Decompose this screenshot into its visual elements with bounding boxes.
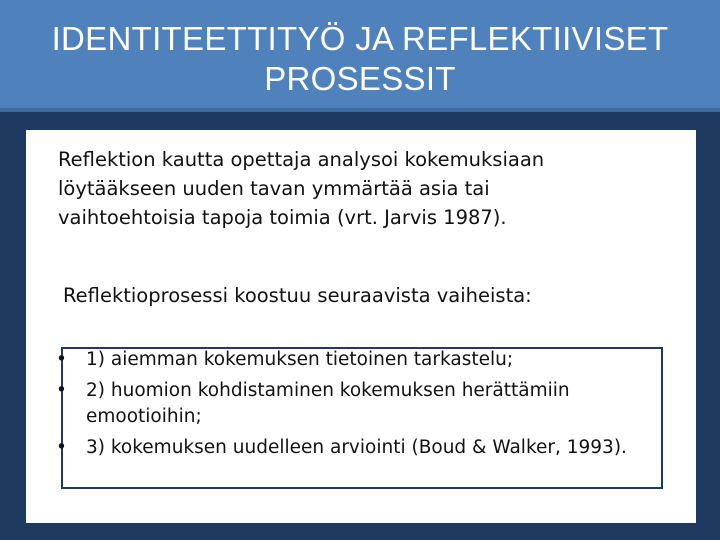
list-item bbox=[56, 347, 676, 373]
bullet-icon: • bbox=[56, 437, 67, 458]
phase-item-text: 3) kokemuksen uudelleen arviointi (Boud & Walker, 1993). bbox=[86, 437, 627, 458]
bullet-icon: • bbox=[56, 349, 67, 370]
slide-title-line-1: IDENTITEETTITYÖ JA REFLEKTIIVISET bbox=[51, 20, 669, 57]
list-item bbox=[56, 378, 676, 430]
slide-title bbox=[0, 19, 720, 99]
slide-title-line-2: PROSESSIT bbox=[264, 60, 456, 97]
title-bar bbox=[0, 0, 720, 112]
intro-paragraph-line-3: vaihtoehtoisia tapoja toimia (vrt. Jarvis 1987). bbox=[58, 206, 507, 229]
phase-item-text: 1) aiemman kokemuksen tietoinen tarkastelu; bbox=[86, 349, 514, 370]
list-item bbox=[56, 435, 676, 461]
intro-paragraph-line-1: Reflektion kautta opettaja analysoi kokemuksiaan bbox=[58, 148, 545, 171]
phase-item-text: 2) huomion kohdistaminen kokemuksen herättämiin emootioihin; bbox=[86, 380, 570, 427]
phase-list bbox=[56, 347, 676, 466]
intro-paragraph bbox=[58, 145, 658, 232]
process-intro-paragraph: Reflektioprosessi koostuu seuraavista vaiheista: bbox=[63, 284, 532, 307]
bullet-icon: • bbox=[56, 380, 67, 401]
intro-paragraph-line-2: löytääkseen uuden tavan ymmärtää asia tai bbox=[58, 177, 490, 200]
